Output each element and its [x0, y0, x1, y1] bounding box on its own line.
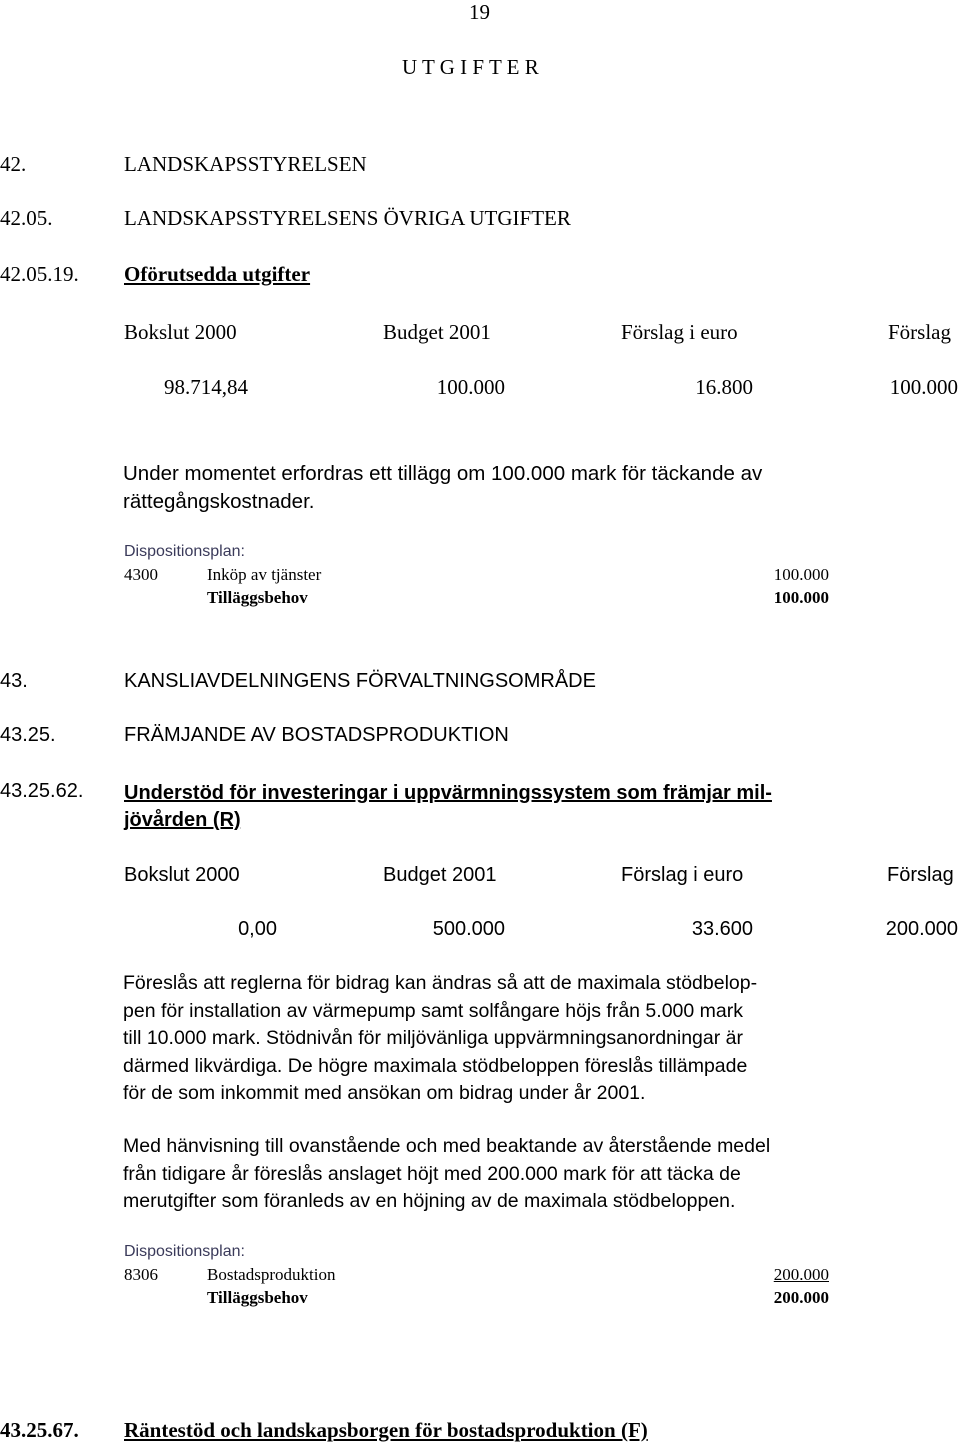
plan-amount: 200.000 — [773, 1265, 829, 1284]
subsection-heading: FRÄMJANDE AV BOSTADSPRODUKTION — [124, 724, 509, 746]
text-line: till 10.000 mark. Stödnivån för miljövänliga uppvärmningsanordningar är — [123, 1027, 744, 1049]
item-number: 43.25.67. — [0, 1418, 79, 1442]
table-cell: 100.000 — [889, 375, 958, 399]
table-header: Budget 2001 — [383, 864, 497, 886]
item-number: 43.25.62. — [0, 780, 84, 802]
table-cell: 100.000 — [436, 375, 505, 399]
table-cell: 98.714,84 — [164, 375, 248, 399]
table-header: Bokslut 2000 — [124, 864, 240, 886]
text-line: från tidigare år föreslås anslaget höjt med 200.000 mark för att täcka de — [123, 1162, 741, 1185]
page-number: 19 — [469, 0, 490, 24]
table-header: Förslag i euro — [621, 864, 744, 886]
text-line: Föreslås att reglerna för bidrag kan ändras så att de maximala stödbelop- — [123, 972, 758, 994]
total-amount: 200.000 — [773, 1288, 829, 1307]
item-number: 42.05.19. — [0, 262, 79, 286]
table-cell: 16.800 — [695, 375, 753, 399]
table-cell: 0,00 — [238, 918, 277, 940]
table-header: Bokslut 2000 — [124, 320, 237, 344]
table-cell: 500.000 — [432, 918, 505, 940]
table-header: Förslag — [887, 864, 954, 886]
text-line: för de som inkommit med ansökan om bidrag under år 2001. — [123, 1082, 646, 1104]
section-number: 42. — [0, 152, 27, 176]
text-line: jövården (R) — [124, 809, 241, 831]
plan-code: 4300 — [124, 565, 158, 584]
page-title: U T G I F T E R — [402, 55, 539, 79]
explanation-paragraph — [123, 1133, 828, 1216]
plan-description: Inköp av tjänster — [207, 565, 322, 584]
plan-description: Bostadsproduktion — [207, 1265, 336, 1284]
table-cell: 33.600 — [691, 918, 753, 940]
text-line: pen för installation av värmepump samt solfångare höjs från 5.000 mark — [123, 999, 743, 1022]
subsection-number: 43.25. — [0, 724, 56, 746]
section-number: 43. — [0, 670, 28, 692]
table-cell: 200.000 — [885, 918, 958, 940]
text-line: Understöd för investeringar i uppvärmningssystem som främjar mil- — [124, 782, 772, 804]
item-heading: Oförutsedda utgifter — [124, 262, 311, 286]
subsection-heading: LANDSKAPSSTYRELSENS ÖVRIGA UTGIFTER — [124, 206, 571, 230]
text-line: Med hänvisning till ovanstående och med beaktande av återstående medel — [123, 1135, 771, 1157]
section-heading: LANDSKAPSSTYRELSEN — [124, 152, 367, 176]
plan-amount: 100.000 — [773, 565, 829, 584]
total-amount: 100.000 — [773, 588, 829, 607]
total-label: Tilläggsbehov — [207, 588, 308, 607]
text-line: Under momentet erfordras ett tillägg om 100.000 mark för täckande av — [123, 462, 763, 485]
explanation-text — [123, 460, 828, 515]
section-heading: KANSLIAVDELNINGENS FÖRVALTNINGSOMRÅDE — [124, 670, 596, 692]
table-header: Förslag — [888, 320, 951, 344]
plan-code: 8306 — [124, 1265, 158, 1284]
item-heading — [124, 780, 772, 834]
table-header: Budget 2001 — [383, 320, 491, 344]
item-heading: Räntestöd och landskapsborgen för bostadsproduktion (F) — [124, 1418, 648, 1442]
text-line: merutgifter som föranleds av en höjning av de maximala stödbeloppen. — [123, 1190, 736, 1212]
text-line: rättegångskostnader. — [123, 489, 315, 513]
plan-label: Dispositionsplan: — [124, 543, 245, 560]
text-line: därmed likvärdiga. De högre maximala stödbeloppen föreslås tillämpade — [123, 1054, 748, 1077]
explanation-paragraph — [123, 970, 828, 1108]
subsection-number: 42.05. — [0, 206, 53, 230]
plan-label: Dispositionsplan: — [124, 1243, 245, 1260]
table-header: Förslag i euro — [621, 320, 738, 344]
total-label: Tilläggsbehov — [207, 1288, 308, 1307]
